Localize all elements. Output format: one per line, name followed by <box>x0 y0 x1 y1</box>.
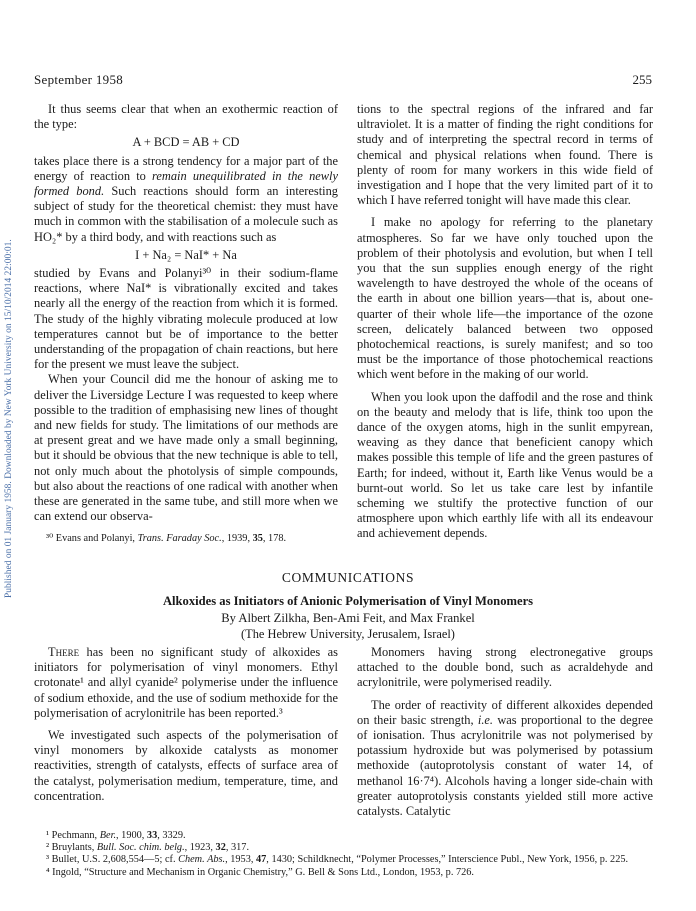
text-run: , 1900, <box>116 830 147 841</box>
emphasis: remain unequilibrated in the newly formed bond. <box>34 168 338 199</box>
text-run: , 178. <box>262 533 287 544</box>
volume: 32 <box>215 842 226 854</box>
reference-item <box>46 830 658 842</box>
paragraph: Monomers having strong electronegative groups attached to the double bond, such as acraldehyde and acrylonitrile, were polymerised readily. <box>357 645 653 690</box>
equation: A + BCD = AB + CD <box>132 135 240 150</box>
volume: 47 <box>256 854 267 866</box>
text-run: , 1923, <box>184 842 216 854</box>
reference-marker: ³ <box>46 854 50 866</box>
volume: 33 <box>146 830 158 841</box>
text-run: , 3329. <box>157 830 186 841</box>
column-right-lower <box>357 645 653 819</box>
text-run: Pechmann, <box>49 830 100 841</box>
volume: 35 <box>252 533 263 544</box>
text-run: Evans and Polanyi, <box>53 533 138 544</box>
paragraph: tions to the spectral regions of the infrared and far ultraviolet. It is a matter of finding the right conditions for study and of interpreting the spectral record in terms of chemical and physical relations when found. There is plenty of room for many workers in this wide field of investigation and I hope that the very limited part of it to which I have referred tonight will have made this clear. <box>357 102 653 208</box>
reference-list <box>46 830 658 879</box>
column-left-lower <box>34 645 338 804</box>
paragraph: When you look upon the daffodil and the rose and think on the beauty and melody that is life, think too upon the dance of the oxygen atoms, high in the sunlit empyrean, weaving as they dance that beneficient canopy which makes possible this temple of life and the green pastures of Earth; for indeed, without it, Earth like Venus would be a burnt-out world. So let us take care lest by infantile scheming we stultify the protective function of our atmosphere upon which earthly life with all its endeavour and achievement depends. <box>357 389 653 541</box>
reference-item <box>46 854 658 866</box>
journal-name: Trans. Faraday Soc. <box>137 533 222 544</box>
column-right-upper <box>357 102 653 542</box>
emphasis: i.e. <box>477 712 494 727</box>
article-title: Alkoxides as Initiators of Anionic Polymerisation of Vinyl Monomers <box>162 594 534 608</box>
column-left-upper <box>34 102 338 524</box>
download-watermark <box>2 120 16 600</box>
text-run: , 1430; Schildknecht, “Polymer Processes,” Interscience Publ., New York, 1956, p. 225. <box>266 854 629 866</box>
paragraph: We investigated such aspects of the polymerisation of vinyl monomers by alkoxide catalysts as monomer reactivities, strength of catalysts, effects of surface area of the catalyst, polymerisation medium, temperature, time, and concentration. <box>34 728 338 803</box>
reference-marker: ² <box>46 842 50 854</box>
page-number: 255 <box>632 72 652 87</box>
reference-marker: ⁴ <box>46 866 50 878</box>
text-run: , 1939, <box>221 533 253 544</box>
reference-item <box>46 842 658 854</box>
text-run: Such reactions should form an interesting subject of study for the theoretical chemist: they must have much in common with the stabilisation of a molecule such as HO₂* by a third body, and with reactions such as <box>34 184 338 244</box>
journal-name: Ber. <box>99 830 117 841</box>
download-notice: Published on 01 January 1958. Downloaded by New York University on 15/10/2014 22:00:01. <box>4 239 14 598</box>
footnote-30 <box>46 533 546 545</box>
paragraph: It thus seems clear that when an exothermic reaction of the type: <box>34 102 338 132</box>
journal-name: Bull. Soc. chim. belg. <box>96 842 185 854</box>
header-date: September 1958 <box>34 72 124 87</box>
reference-item <box>46 867 658 879</box>
text-run: Bullet, U.S. 2,608,554—5; cf. <box>49 854 179 866</box>
text-run: , 1953, <box>225 854 256 866</box>
text-run: , 317. <box>225 842 250 854</box>
text-run: The order of reactivity of different alkoxides depended on their basic strength, <box>357 697 653 727</box>
reference-marker: ¹ <box>46 830 50 841</box>
affiliation: (The Hebrew University, Jerusalem, Israel) <box>241 627 455 641</box>
running-header <box>34 72 652 88</box>
section-heading: COMMUNICATIONS <box>281 570 415 585</box>
text-run: takes place there is a strong tendency for a major part of the energy of reaction to <box>34 153 338 183</box>
footnote-marker: ³⁰ <box>46 533 54 544</box>
text-run: Ingold, “Structure and Mechanism in Organic Chemistry,” G. Bell & Sons Ltd., London, 1953, p. 726. <box>49 866 474 878</box>
lead-word: There <box>48 645 80 659</box>
equation: I + Na₂ = NaI* + Na <box>135 247 237 262</box>
author-line: By Albert Zilkha, Ben-Ami Feit, and Max Frankel <box>221 611 475 625</box>
paragraph: When your Council did me the honour of asking me to deliver the Liversidge Lecture I was requested to keep where possible to the tradition of emphasising new lines of thought and new fields for study. The limitations of our methods are at present great and we have made only a small beginning, but it should be obvious that the new technique is able to tell, not only much about the photolysis of simple compounds, but also about the reactions of one radical with another when these are generated in the same tube, and still more when we can extend our observa- <box>34 372 338 524</box>
journal-name: Chem. Abs. <box>178 854 226 866</box>
text-run: was proportional to the degree of ionisation. Thus acrylonitrile was not polymerised by potassium hydroxide but was polymerised by potassium methoxide (autoprotolysis constant of water 14, of methanol 16·7⁴). Alcohols having a longer side-chain with greater autoprotolysis constants yielded still more active catalysts. Catalytic <box>357 712 653 819</box>
text-run: Bruylants, <box>49 842 97 854</box>
paragraph: studied by Evans and Polanyi³⁰ in their sodium-flame reactions, where NaI* is vibrationally excited and takes nearly all the energy of the reaction from which it is formed. The study of the highly vibrating molecule produced at low temperatures cannot but be of importance to the better understanding of the propagation of chain reactions, but here for the present we must leave the subject. <box>34 266 338 372</box>
paragraph <box>357 698 653 820</box>
paragraph: I make no apology for referring to the planetary atmospheres. So far we have only touched upon the problem of their photolysis and evolution, but when I tell you that the sun supplies enough energy of the right wavelength to have destroyed the whole of the oceans of the earth in about one billion years—that is, about one-quarter of their whole life—the importance of the ozone screen, delicately balanced between two opposed photochemical reactions, is surely manifest; and so too must be the importance of those photochemical reactions which went before in the making of our world. <box>357 215 653 382</box>
text-run: has been no significant study of alkoxides as initiators for polymerisation of vinyl monomers. Ethyl crotonate¹ and allyl cyanide² polymerise under the influence of sodium ethoxide, and the use of sodium methoxide for the polymerisation of acrylonitrile has been reported.³ <box>34 645 338 720</box>
paragraph <box>34 645 338 721</box>
paragraph <box>34 154 338 245</box>
